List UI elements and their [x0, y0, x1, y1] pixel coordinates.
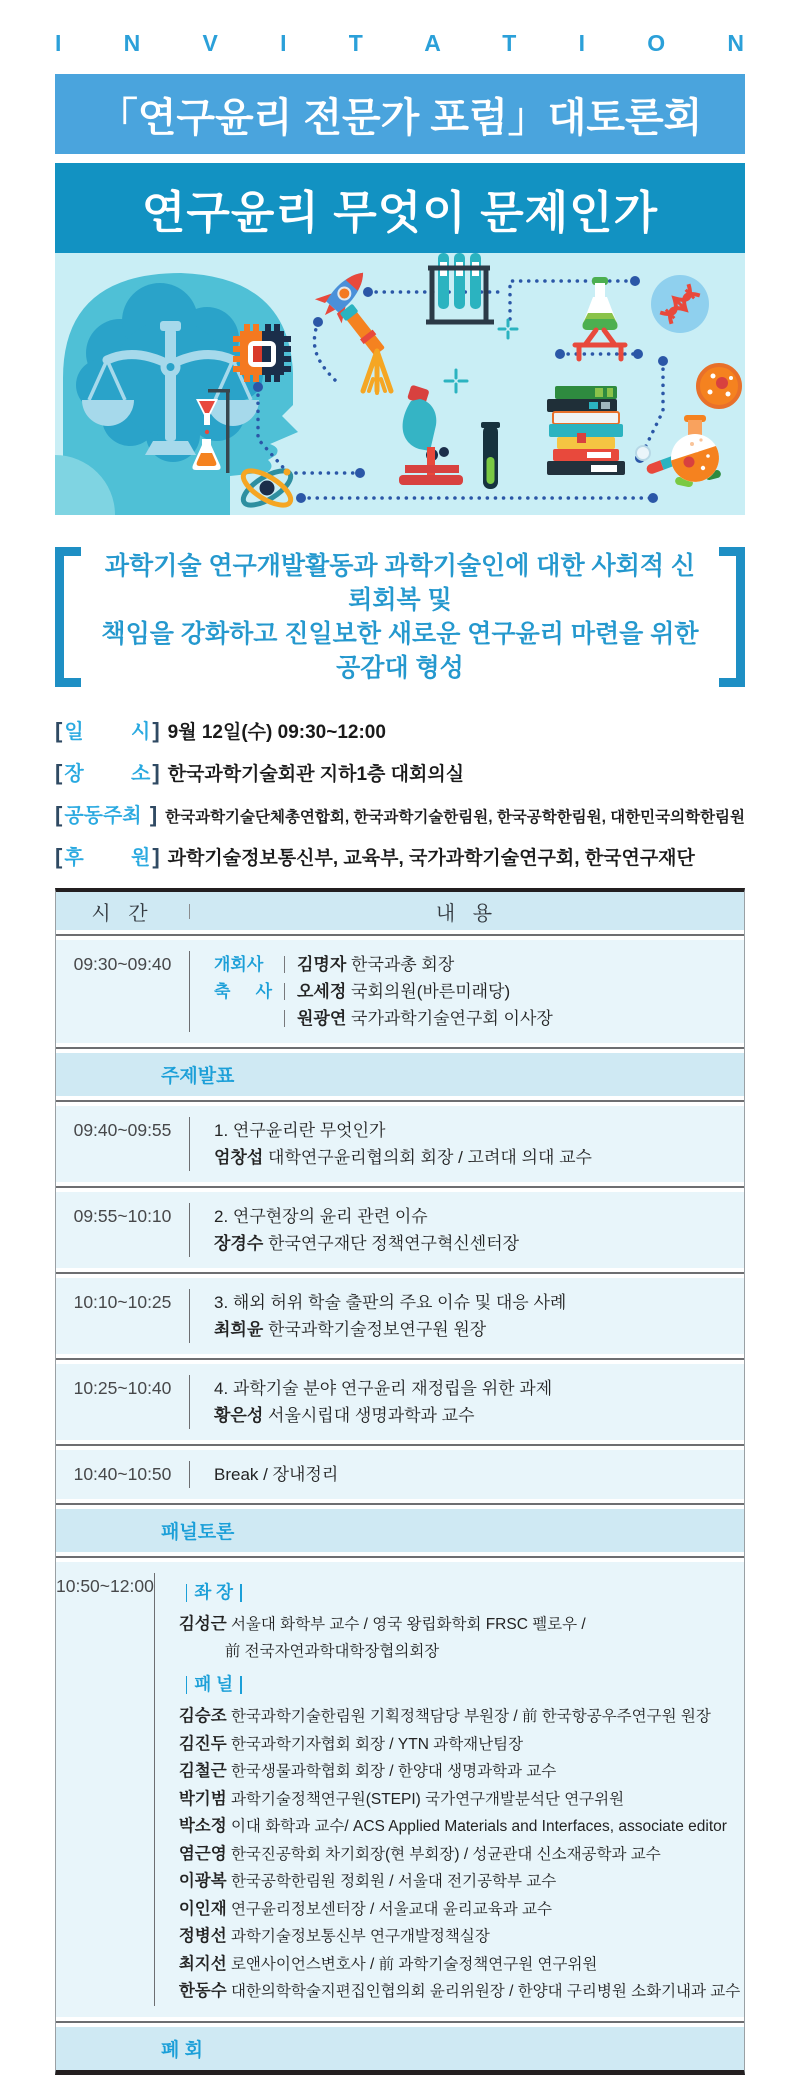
close-bracket: ] [152, 844, 160, 869]
pipe-divider [284, 983, 285, 1000]
panelist-name: 김철근 [178, 1762, 227, 1780]
row-separator [56, 1186, 744, 1188]
talk-speaker [214, 1402, 734, 1429]
opening-line [214, 1005, 734, 1032]
table-row-panel [56, 1562, 744, 2017]
speaker-name: 오세정 [297, 982, 347, 1001]
speaker-affiliation: 한국과학기술정보연구원 원장 [268, 1320, 487, 1339]
table-row-opening [56, 940, 744, 1043]
panelist-line [179, 1978, 740, 2006]
talk-title: 1. 연구윤리란 무엇인가 [214, 1121, 386, 1140]
table-row-talk-2 [56, 1192, 744, 1268]
open-bracket: [ [55, 802, 63, 827]
speaker-affiliation: 한국연구재단 정책연구혁신센터장 [268, 1234, 520, 1253]
panel-label: 패 널 [179, 1671, 740, 1698]
time-cell: 09:40~09:55 [73, 1120, 172, 1140]
info-label: 장 소 [64, 763, 151, 785]
speaker-title: 국회의원(바른미래당) [351, 982, 511, 1001]
panelist-line [179, 1758, 740, 1786]
time-cell: 10:50~12:00 [56, 1576, 154, 1596]
row-separator [56, 1358, 744, 1360]
info-value: 한국과학기술단체총연합회, 한국과학기술한림원, 한국공학한림원, 대한민국의학한림원 [165, 809, 745, 826]
table-row-talk-3 [56, 1278, 744, 1354]
content-cell [189, 1117, 744, 1171]
info-value: 9월 12일(수) 09:30~12:00 [167, 722, 386, 743]
close-bracket: ] [149, 802, 158, 827]
speaker-name: 황은성 [214, 1406, 264, 1425]
test-tube-icon [481, 422, 500, 489]
content-column-header: 내 용 [435, 902, 499, 925]
close-bracket: ] [152, 760, 160, 785]
speaker-title: 국가과학기술연구회 이사장 [351, 1009, 553, 1028]
opening-text [297, 978, 510, 1005]
panelist-desc: 대한의학학술지편집인협의회 윤리위원장 / 한양대 구리병원 소화기내과 교수 [230, 1983, 741, 2000]
panelist-desc: 과학기술정보통신부 연구개발정책실장 [230, 1928, 490, 1945]
panelist-desc: 한국생물과학협회 회장 / 한양대 생명과학과 교수 [230, 1763, 557, 1780]
purpose-line-1: 과학기술 연구개발활동과 과학기술인에 대한 사회적 신뢰회복 및 [104, 552, 696, 614]
content-cell: Break / 장내정리 [189, 1461, 744, 1488]
info-row-venue [55, 757, 745, 786]
opening-line [214, 951, 734, 978]
open-bracket: [ [55, 844, 63, 869]
pipe-divider [284, 956, 285, 973]
panelist-name: 박소정 [178, 1817, 227, 1835]
info-value: 한국과학기술회관 지하1층 대회의실 [167, 764, 465, 785]
content-cell [189, 1203, 744, 1257]
cpu-chip-icon [233, 324, 291, 382]
time-cell: 09:55~10:10 [73, 1206, 172, 1226]
opening-label: 축 사 [214, 982, 272, 1001]
purpose-line-2: 책임을 강화하고 진일보한 새로운 연구윤리 마련을 위한 공감대 형성 [101, 620, 699, 682]
table-header-row [56, 892, 744, 930]
science-illustration-svg [55, 253, 745, 515]
panelist-line [179, 1786, 740, 1814]
panelist-line [179, 1731, 740, 1759]
right-bracket-decoration [719, 547, 745, 687]
purpose-statement [55, 545, 745, 689]
talk-speaker [214, 1230, 734, 1257]
content-cell [189, 951, 744, 1032]
talk-title: 3. 해외 허위 학술 출판의 주요 이슈 및 대응 사례 [214, 1293, 567, 1312]
panelist-name: 염근영 [178, 1844, 227, 1863]
opening-text [297, 951, 454, 978]
chair-label: 좌 장 [179, 1579, 740, 1606]
left-bracket-decoration [55, 547, 81, 687]
panelist-desc: 과학기술정책연구원(STEPI) 국가연구개발분석단 연구위원 [230, 1790, 625, 1808]
science-illustration [55, 253, 745, 515]
invitation-heading: I N V I T A T I O N [55, 30, 745, 56]
info-label: 후 원 [64, 847, 151, 869]
info-row-sponsors [55, 841, 745, 870]
chair-name: 김성근 [178, 1615, 227, 1633]
panelist-line [179, 1951, 740, 1979]
info-row-datetime [55, 715, 745, 744]
opening-label: 개회사 [214, 955, 264, 974]
panelist-name: 이인재 [178, 1899, 227, 1918]
info-label: 공동주최 [64, 805, 142, 827]
event-info-list [55, 715, 745, 870]
section-title: 폐 회 [161, 2039, 203, 2061]
pipe-divider [240, 1584, 242, 1602]
panelist-desc: 한국과학기술한림원 기획정책담당 부원장 / 前 한국항공우주연구원 원장 [230, 1708, 711, 1725]
panelist-desc: 한국공학한림원 정회원 / 서울대 전기공학부 교수 [230, 1873, 557, 1890]
row-separator [56, 1100, 744, 1102]
pipe-divider [240, 1676, 242, 1694]
content-cell [154, 1573, 750, 2006]
talk-title: 4. 과학기술 분야 연구윤리 재정립을 위한 과제 [214, 1379, 553, 1398]
table-row-talk-4 [56, 1364, 744, 1440]
speaker-title: 한국과총 회장 [351, 955, 455, 974]
table-row-break [56, 1450, 744, 1499]
panelist-line [179, 1868, 740, 1896]
section-row-presentations [56, 1053, 744, 1096]
time-cell: 10:25~10:40 [73, 1378, 172, 1398]
speaker-affiliation: 대학연구윤리협의회 회장 / 고려대 의대 교수 [268, 1148, 592, 1167]
row-separator [56, 1272, 744, 1274]
chair-line [179, 1611, 740, 1639]
panelist-line [179, 1703, 740, 1731]
speaker-name: 장경수 [214, 1234, 264, 1253]
panelist-desc: 연구윤리정보센터장 / 서울교대 윤리교육과 교수 [230, 1900, 552, 1918]
invitation-poster [55, 0, 745, 2075]
info-label: 일 시 [64, 721, 151, 743]
row-separator [56, 934, 744, 936]
section-title: 주제발표 [161, 1066, 235, 1087]
books-stack-icon [547, 386, 625, 475]
panelist-name: 이광복 [178, 1872, 227, 1890]
info-row-hosts [55, 799, 745, 828]
panelist-name: 김승조 [178, 1707, 227, 1725]
speaker-name: 김명자 [297, 955, 347, 974]
speaker-name: 엄창섭 [214, 1148, 264, 1167]
open-bracket: [ [55, 718, 63, 743]
panelist-line [179, 1841, 740, 1869]
section-title: 패널토론 [161, 1522, 235, 1543]
panelist-name: 박기범 [178, 1789, 227, 1808]
panelist-line [179, 1923, 740, 1951]
row-separator [56, 1503, 744, 1505]
opening-text [297, 1005, 553, 1032]
chair-desc: 서울대 화학부 교수 / 영국 왕립화학회 FRSC 펠로우 / [230, 1616, 586, 1633]
main-title-banner [55, 163, 745, 253]
panelist-desc: 로앤사이언스변호사 / 前 과학기술정책연구원 연구위원 [230, 1955, 598, 1973]
content-cell [189, 1289, 744, 1343]
table-row-talk-1 [56, 1106, 744, 1182]
time-cell: 10:10~10:25 [73, 1292, 172, 1312]
time-cell: 09:30~09:40 [73, 954, 172, 974]
panelist-desc: 이대 화학과 교수/ ACS Applied Materials and Interfaces, associate editor [230, 1818, 727, 1835]
open-bracket: [ [55, 760, 63, 785]
talk-title: 2. 연구현장의 윤리 관련 이슈 [214, 1207, 428, 1226]
time-column-header: 시 간 [91, 902, 154, 925]
pipe-divider [186, 1676, 188, 1694]
content-cell [189, 1375, 744, 1429]
panelist-name: 최지선 [178, 1954, 227, 1973]
time-cell: 10:40~10:50 [73, 1464, 172, 1484]
chair-line-2: 前 전국자연과학대학장협의회장 [224, 1642, 440, 1660]
opening-line [214, 978, 734, 1005]
close-bracket: ] [152, 718, 160, 743]
section-row-closing [56, 2027, 744, 2070]
panelist-desc: 한국과학기자협회 회장 / YTN 과학재난팀장 [230, 1735, 524, 1753]
section-row-panel [56, 1509, 744, 1552]
speaker-name: 최희윤 [214, 1320, 264, 1339]
panelist-name: 한동수 [178, 1982, 227, 2000]
main-title: 연구윤리 무엇이 문제인가 [141, 186, 659, 238]
talk-speaker [214, 1316, 734, 1343]
pipe-divider [284, 1010, 285, 1027]
row-separator [56, 1556, 744, 1558]
dna-icon [651, 275, 709, 333]
row-separator [56, 1047, 744, 1049]
speaker-affiliation: 서울시립대 생명과학과 교수 [268, 1406, 475, 1425]
panelist-desc: 한국진공학회 차기회장(현 부회장) / 성균관대 신소재공학과 교수 [230, 1845, 661, 1863]
panelist-name: 정병선 [178, 1927, 227, 1945]
program-table [55, 888, 745, 2075]
panelist-line [179, 1813, 740, 1841]
petri-dish-icon [698, 365, 740, 407]
row-separator [56, 1444, 744, 1446]
row-separator [56, 2021, 744, 2023]
talk-speaker [214, 1144, 734, 1171]
panelist-line [179, 1896, 740, 1924]
panelist-name: 김진두 [178, 1734, 227, 1753]
forum-title: 「연구윤리 전문가 포럼」대토론회 [97, 95, 703, 140]
forum-title-banner [55, 74, 745, 154]
speaker-name: 원광연 [297, 1009, 347, 1028]
pipe-divider [186, 1584, 188, 1602]
info-value: 과학기술정보통신부, 교육부, 국가과학기술연구회, 한국연구재단 [167, 848, 695, 869]
